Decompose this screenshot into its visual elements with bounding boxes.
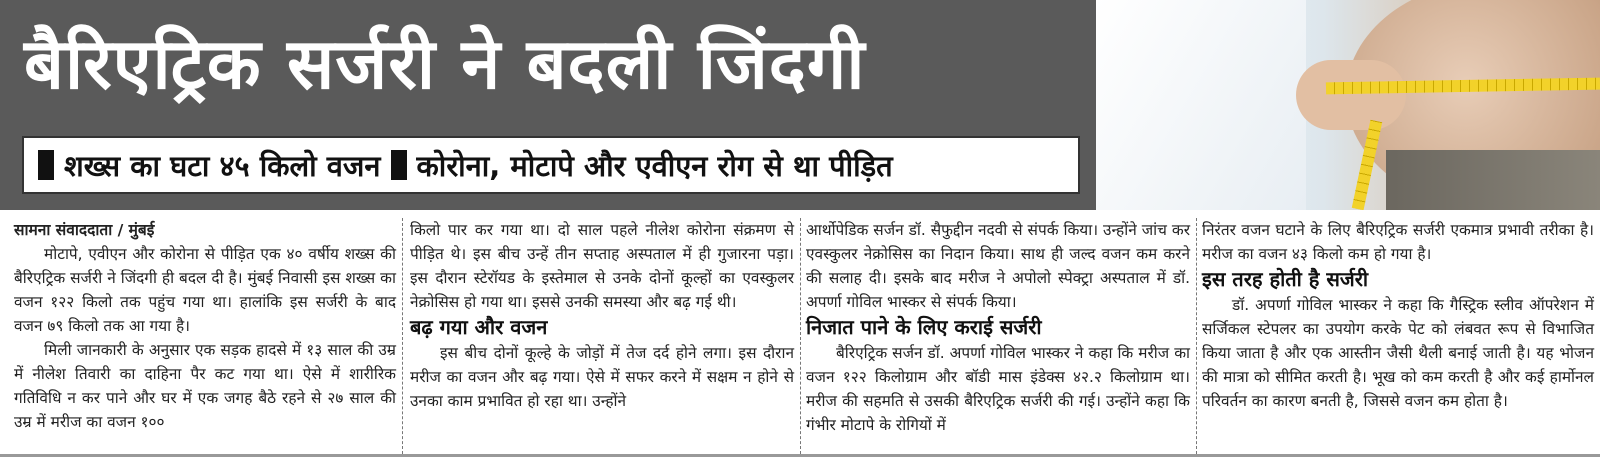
- bottom-rule: [0, 454, 1600, 457]
- byline: सामना संवाददाता / मुंबई: [14, 221, 155, 239]
- paragraph: मोटापे, एवीएन और कोरोना से पीड़ित एक ४० वर्षीय शख्स की बैरिएट्रिक सर्जरी ने जिंदगी ही बदल दी है। मुंबई निवासी इस शख्स का वजन १२२ किलो तक पहुंच गया था। हालांकि इस सर्जरी के बाद वजन ७९ किलो तक आ गया है।: [14, 245, 396, 335]
- paragraph: इस बीच दोनों कूल्हे के जोड़ों में तेज दर्द होने लगा। इस दौरान मरीज का वजन और बढ़ गया। ऐसे में सफर करने में सक्षम न होने से उनका काम प्रभावित हो रहा था। उन्होंने: [410, 344, 794, 410]
- measuring-tape-photo: [1096, 0, 1600, 210]
- paragraph: आर्थोपेडिक सर्जन डॉ. सैफुद्दीन नदवी से संपर्क किया। उन्होंने जांच कर एवस्कुलर नेक्रोसिस का निदान किया। साथ ही जल्द वजन कम करने की सलाह दी। इसके बाद मरीज ने अपोलो स्पेक्ट्रा अस्पताल में डॉ. अपर्णा गोविल भास्कर से संपर्क किया।: [806, 221, 1190, 311]
- column-divider: [1196, 218, 1197, 454]
- hand-shape: [1296, 60, 1406, 130]
- article-column-1: [8, 212, 402, 456]
- square-bullet-icon: [38, 150, 54, 180]
- column-divider: [800, 218, 801, 454]
- doctor-coat-shape: [1096, 0, 1306, 210]
- square-bullet-icon: [391, 150, 407, 180]
- section-heading: बढ़ गया और वजन: [410, 315, 548, 339]
- paragraph: निरंतर वजन घटाने के लिए बैरिएट्रिक सर्जरी एकमात्र प्रभावी तरीका है। मरीज का वजन ४३ किलो कम हो गया है।: [1202, 221, 1594, 263]
- article-column-3: [800, 212, 1196, 456]
- section-heading: इस तरह होती है सर्जरी: [1202, 267, 1369, 291]
- article-column-4: [1196, 212, 1600, 456]
- subheadline-1: शख्स का घटा ४५ किलो वजन: [64, 148, 381, 183]
- paragraph: बैरिएट्रिक सर्जन डॉ. अपर्णा गोविल भास्कर ने कहा कि मरीज का वजन १२२ किलोग्राम और बॉडी मास इंडेक्स ४२.२ किलोग्राम था। मरीज की सहमति से उसकी बैरिएट्रिक सर्जरी की गई। उन्होंने कहा कि गंभीर मोटापे के रोगियों में: [806, 344, 1190, 434]
- paragraph: किलो पार कर गया था। दो साल पहले नीलेश कोरोना संक्रमण से पीड़ित थे। इस बीच उन्हें तीन सप्ताह अस्पताल में ही गुजारना पड़ा। इस दौरान स्टेरॉयड के इस्तेमाल से उनके दोनों कूल्हों का एवस्कुलर नेक्रोसिस हो गया था। इससे उनकी समस्या और बढ़ गई थी।: [410, 221, 794, 311]
- paragraph: मिली जानकारी के अनुसार एक सड़क हादसे में १३ साल की उम्र में नीलेश तिवारी का दाहिना पैर कट गया था। ऐसे में शारीरिक गतिविधि न कर पाने और घर में एक जगह बैठे रहने से २७ साल की उम्र में मरीज का वजन १००: [14, 341, 396, 431]
- subheadline-bar: [22, 136, 1080, 194]
- article-column-2: [404, 212, 800, 456]
- column-divider: [402, 218, 403, 454]
- subheadline-2: कोरोना, मोटापे और एवीएन रोग से था पीड़ित: [416, 148, 893, 183]
- trousers-shape: [1386, 150, 1600, 210]
- paragraph: डॉ. अपर्णा गोविल भास्कर ने कहा कि गैस्ट्रिक स्लीव ऑपरेशन में सर्जिकल स्टेपलर का उपयोग करके पेट को लंबवत रूप से विभाजित किया जाता है और एक आस्तीन जैसी थैली बनाई जाती है। यह भोजन की मात्रा को सीमित करती है। भूख को कम करती है और कई हार्मोनल परिवर्तन का कारण बनती है, जिससे वजन कम होता है।: [1202, 296, 1594, 410]
- section-heading: निजात पाने के लिए कराई सर्जरी: [806, 315, 1042, 339]
- headline-banner: [0, 0, 1600, 210]
- headline: बैरिएट्रिक सर्जरी ने बदली जिंदगी: [24, 23, 866, 105]
